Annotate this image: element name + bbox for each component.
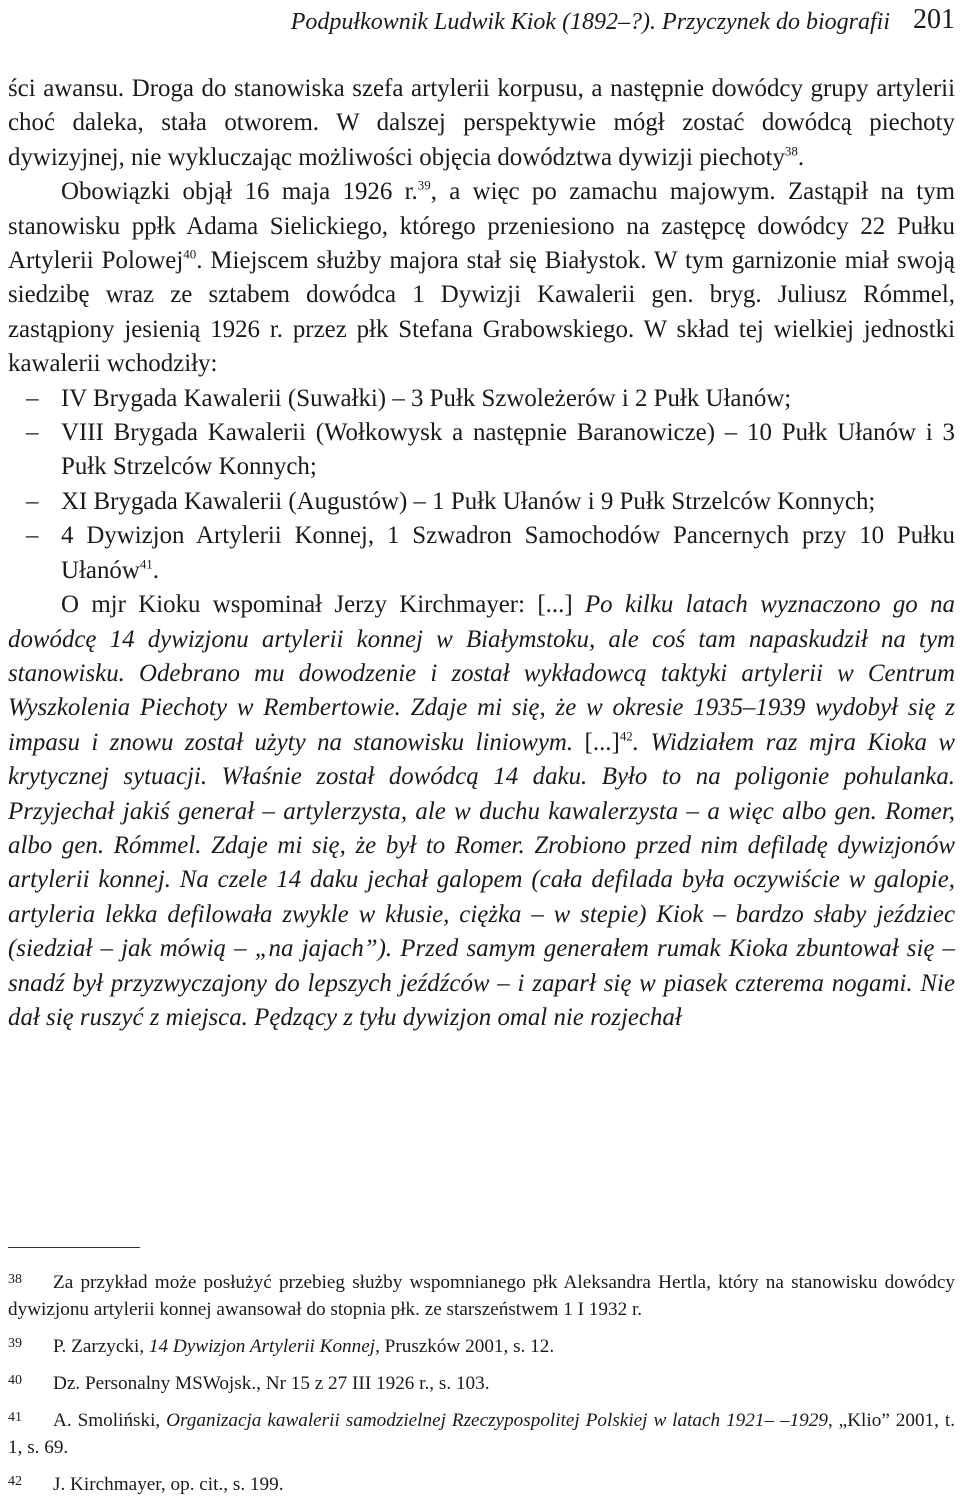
- footnote-number: 42: [8, 1474, 22, 1489]
- list-item: [8, 485, 955, 519]
- running-title: Podpułkownik Ludwik Kiok (1892–?). Przyczynek do biografii: [290, 9, 890, 35]
- main-text: [8, 72, 955, 1035]
- list-item-text: 4 Dywizjon Artylerii Konnej, 1 Szwadron Samochodów Pancernych przy 10 Pułku Ułanów: [61, 522, 955, 584]
- paragraph-text: ści awansu. Droga do stanowiska szefa artylerii korpusu, a następnie dowódcy grupy artylerii choć daleka, stała otworem. W dalszej perspektywie mógł zostać dowódcą piechoty dywizyjnej, nie wykluczając możliwości objęcia dowództwa dywizji piechoty: [8, 75, 955, 171]
- footnote-number: 41: [8, 1410, 22, 1425]
- footnote-ref-40[interactable]: 40: [183, 246, 197, 262]
- footnote-ref-38[interactable]: 38: [784, 143, 798, 159]
- list-item: [8, 519, 955, 588]
- quotation: . Widziałem raz mjra Kioka w krytycznej sytuacji. Właśnie został dowódcą 14 daku. Było to na poligonie pohulanka. Przyjechał jakiś generał – artylerzysta, ale w duchu kawalerzysta – a więc albo gen. Romer, albo gen. Rómmel. Zdaje mi się, że był to Romer. Zrobiono przed nim defiladę dywizjonów artylerii konnej. Na czele 14 daku jechał galopem (cała defilada była oczywiście w galopie, artyleria lekka defilowała zwykle w kłusie, ciężka – w stepie) Kiok – bardzo słaby jeździec (siedział – jak mówią – „na jajach”). Przed samym generałem rumak Kioka zbuntował się – snadź był przyzwyczajony do lepszych jeźdźców – i zaparł się w piasek czterema nogami. Nie dał się ruszyć z miejsca. Pędzący z tyłu dywizjon omal nie rozjechał: [8, 728, 955, 1031]
- footnote-text: A. Smoliński,: [53, 1410, 167, 1431]
- punctuation: .: [797, 143, 805, 171]
- list-item-text: VIII Brygada Kawalerii (Wołkowysk a następnie Baranowicze) – 10 Pułk Ułanów i 3 Pułk Strzelców Konnych;: [61, 419, 955, 481]
- paragraph: [8, 72, 955, 175]
- list-dash: –: [26, 487, 39, 515]
- footnote-separator: [8, 1247, 140, 1248]
- list-dash: –: [26, 522, 39, 550]
- footnotes: [8, 1266, 955, 1505]
- footnote-number: 39: [8, 1336, 22, 1351]
- footnote-number: 40: [8, 1373, 22, 1388]
- page-header: [8, 2, 955, 42]
- list-item-text: IV Brygada Kawalerii (Suwałki) – 3 Pułk Szwoleżerów i 2 Pułk Ułanów;: [61, 384, 792, 412]
- list-item: [8, 382, 955, 416]
- list-item-text: XI Brygada Kawalerii (Augustów) – 1 Pułk Ułanów i 9 Pułk Strzelców Konnych;: [61, 487, 876, 515]
- footnote-ref-41[interactable]: 41: [139, 556, 153, 572]
- footnote-40: [8, 1367, 955, 1397]
- paragraph-text: Obowiązki objął 16 maja 1926 r.: [61, 178, 418, 206]
- footnote-text: Za przykład może posłużyć przebieg służby wspomnianego płk Aleksandra Hertla, który na stanowisku dowódcy dywizjonu artylerii konnej awansował do stopnia płk. ze starszeństwem 1 I 1932 r.: [8, 1272, 955, 1320]
- paragraph: [8, 588, 955, 1035]
- paragraph: [8, 175, 955, 381]
- list-item: [8, 416, 955, 485]
- footnote-title: 14 Dywizjon Artylerii Konnej: [148, 1336, 376, 1357]
- footnote-39: [8, 1330, 955, 1360]
- list-dash: –: [26, 384, 39, 412]
- footnote-text: , Pruszków 2001, s. 12.: [375, 1336, 555, 1357]
- punctuation: .: [152, 556, 159, 584]
- page-number: 201: [913, 4, 955, 35]
- paragraph-text: , a więc po zamachu majowym. Zastąpił na tym stanowisku ppłk Adama Sielickiego, którego przeniesiono na zastępcę dowódcy 22 Pułku Artylerii Polowej: [8, 178, 955, 275]
- ellipsis: [...]: [573, 728, 620, 756]
- footnote-title: Organizacja kawalerii samodzielnej Rzeczypospolitej Polskiej w latach 1921– –1929: [166, 1410, 828, 1431]
- footnote-text: P. Zarzycki,: [53, 1336, 149, 1357]
- quotation: Po kilku latach wyznaczono go na dowódcę 14 dywizjonu artylerii konnej w Białymstoku, ale coś tam napaskudził na tym stanowisku. Odebrano mu dowodzenie i został wykładowcą taktyki artylerii w Centrum Wyszkolenia Piechoty w Rembertowie. Zdaje mi się, że w okresie 1935–1939 wydobył się z impasu i znowu został użyty na stanowisku liniowym.: [8, 591, 955, 756]
- footnote-42: [8, 1468, 955, 1498]
- footnote-text: , „Klio” 2001, t. 1, s. 69.: [8, 1410, 956, 1458]
- footnote-41: [8, 1404, 955, 1461]
- paragraph-text: . Miejscem służby majora stał się Białystok. W tym garnizonie miał swoją siedzibę wraz ze sztabem dowódca 1 Dywizji Kawalerii gen. bryg. Juliusz Rómmel, zastąpiony jesienią 1926 r. przez płk Stefana Grabowskiego. W skład tej wielkiej jednostki kawalerii wchodziły:: [8, 247, 955, 378]
- footnote-38: [8, 1266, 955, 1323]
- footnote-ref-42[interactable]: 42: [619, 728, 633, 744]
- list-dash: –: [26, 419, 39, 447]
- cavalry-units-list: [8, 382, 955, 588]
- footnote-ref-39[interactable]: 39: [417, 177, 431, 193]
- footnote-text: Dz. Personalny MSWojsk., Nr 15 z 27 III 1926 r., s. 103.: [53, 1373, 490, 1394]
- footnote-number: 38: [8, 1272, 22, 1287]
- footnote-text: J. Kirchmayer, op. cit., s. 199.: [53, 1474, 284, 1495]
- paragraph-text: O mjr Kioku wspominał Jerzy Kirchmayer: [...]: [61, 591, 585, 619]
